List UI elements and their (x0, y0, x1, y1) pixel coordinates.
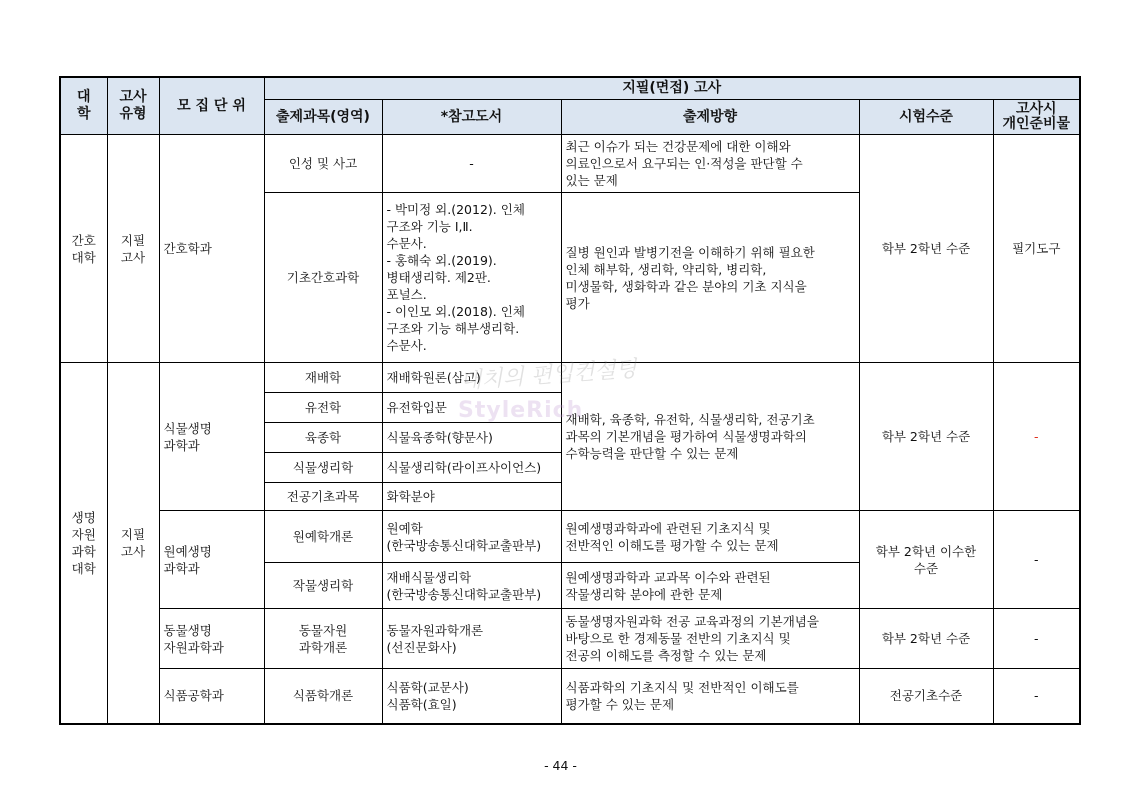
header-direction: 출제방향 (561, 100, 859, 135)
food-subject: 식품학개론 (264, 669, 382, 724)
plant-subject-5: 전공기초과목 (264, 483, 382, 511)
header-exam-type: 고사 유형 (107, 77, 159, 135)
plant-reference-1: 재배학원론(삼고) (382, 363, 561, 393)
nursing-unit: 간호학과 (159, 135, 264, 363)
plant-direction: 재배학, 육종학, 유전학, 식물생리학, 전공기초 과목의 기본개념을 평가하여 식물생명과학의 수학능력을 판단할 수 있는 문제 (561, 363, 859, 511)
plant-level: 학부 2학년 수준 (859, 363, 993, 511)
horti-unit: 원예생명 과학과 (159, 511, 264, 609)
plant-subject-3: 육종학 (264, 423, 382, 453)
header-unit: 모 집 단 위 (159, 77, 264, 135)
horti-subject-1: 원예학개론 (264, 511, 382, 563)
food-reference: 식품학(교문사) 식품학(효일) (382, 669, 561, 724)
page-number: - 44 - (544, 758, 577, 773)
food-prep: - (993, 669, 1080, 724)
header-prep: 고사시 개인준비물 (993, 100, 1080, 135)
header-subject: 출제과목(영역) (264, 100, 382, 135)
horti-reference-1: 원예학 (한국방송통신대학교출판부) (382, 511, 561, 563)
plant-subject-1: 재배학 (264, 363, 382, 393)
plant-reference-2: 유전학입문 (382, 393, 561, 423)
header-level: 시험수준 (859, 100, 993, 135)
horti-prep: - (993, 511, 1080, 609)
plant-unit: 식물생명 과학과 (159, 363, 264, 511)
food-unit: 식품공학과 (159, 669, 264, 724)
exam-table (59, 76, 1081, 725)
plant-reference-4: 식물생리학(라이프사이언스) (382, 453, 561, 483)
food-level: 전공기초수준 (859, 669, 993, 724)
header-reference: *참고도서 (382, 100, 561, 135)
header-group: 지필(면접) 고사 (264, 77, 1080, 100)
watermark-text-2: StyleRich (458, 398, 584, 423)
horti-direction-1: 원예생명과학과에 관련된 기초지식 및 전반적인 이해도를 평가할 수 있는 문제 (561, 511, 859, 563)
nursing-level: 학부 2학년 수준 (859, 135, 993, 363)
animal-direction: 동물생명자원과학 전공 교육과정의 기본개념을 바탕으로 한 경제동물 전반의 기초지식 및 전공의 이해도를 측정할 수 있는 문제 (561, 609, 859, 669)
nursing-prep: 필기도구 (993, 135, 1080, 363)
nursing-direction-1: 최근 이슈가 되는 건강문제에 대한 이해와 의료인으로서 요구되는 인·적성을 판단할 수 있는 문제 (561, 135, 859, 193)
life-college: 생명 자원 과학 대학 (60, 363, 107, 724)
nursing-college: 간호 대학 (60, 135, 107, 363)
plant-subject-2: 유전학 (264, 393, 382, 423)
animal-prep: - (993, 609, 1080, 669)
plant-reference-5: 화학분야 (382, 483, 561, 511)
life-exam-type: 지필 고사 (107, 363, 159, 724)
animal-reference: 동물자원과학개론 (선진문화사) (382, 609, 561, 669)
nursing-reference-2: - 박미정 외.(2012). 인체 구조와 기능 Ⅰ,Ⅱ. 수문사. - 홍해숙 외.(2019). 병태생리학. 제2판. 포널스. - 이인모 외.(2018). 인체 구조와 기능 해부생리학. 수문사. (382, 193, 561, 363)
animal-unit: 동물생명 자원과학과 (159, 609, 264, 669)
animal-level: 학부 2학년 수준 (859, 609, 993, 669)
horti-level: 학부 2학년 이수한 수준 (859, 511, 993, 609)
header-college: 대 학 (60, 77, 107, 135)
nursing-subject-1: 인성 및 사고 (264, 135, 382, 193)
horti-direction-2: 원예생명과학과 교과목 이수와 관련된 작물생리학 분야에 관한 문제 (561, 563, 859, 609)
nursing-reference-1: - (382, 135, 561, 193)
plant-prep: - (993, 363, 1080, 511)
nursing-direction-2: 질병 원인과 발병기전을 이해하기 위해 필요한 인체 해부학, 생리학, 약리학, 병리학, 미생물학, 생화학과 같은 분야의 기초 지식을 평가 (561, 193, 859, 363)
horti-reference-2: 재배식물생리학 (한국방송통신대학교출판부) (382, 563, 561, 609)
plant-subject-4: 식물생리학 (264, 453, 382, 483)
nursing-subject-2: 기초간호과학 (264, 193, 382, 363)
horti-subject-2: 작물생리학 (264, 563, 382, 609)
nursing-exam-type: 지필 고사 (107, 135, 159, 363)
watermark-text-1: 대치의 편입컨설팅 (459, 356, 638, 395)
food-direction: 식품과학의 기초지식 및 전반적인 이해도를 평가할 수 있는 문제 (561, 669, 859, 724)
plant-reference-3: 식물육종학(향문사) (382, 423, 561, 453)
animal-subject: 동물자원 과학개론 (264, 609, 382, 669)
